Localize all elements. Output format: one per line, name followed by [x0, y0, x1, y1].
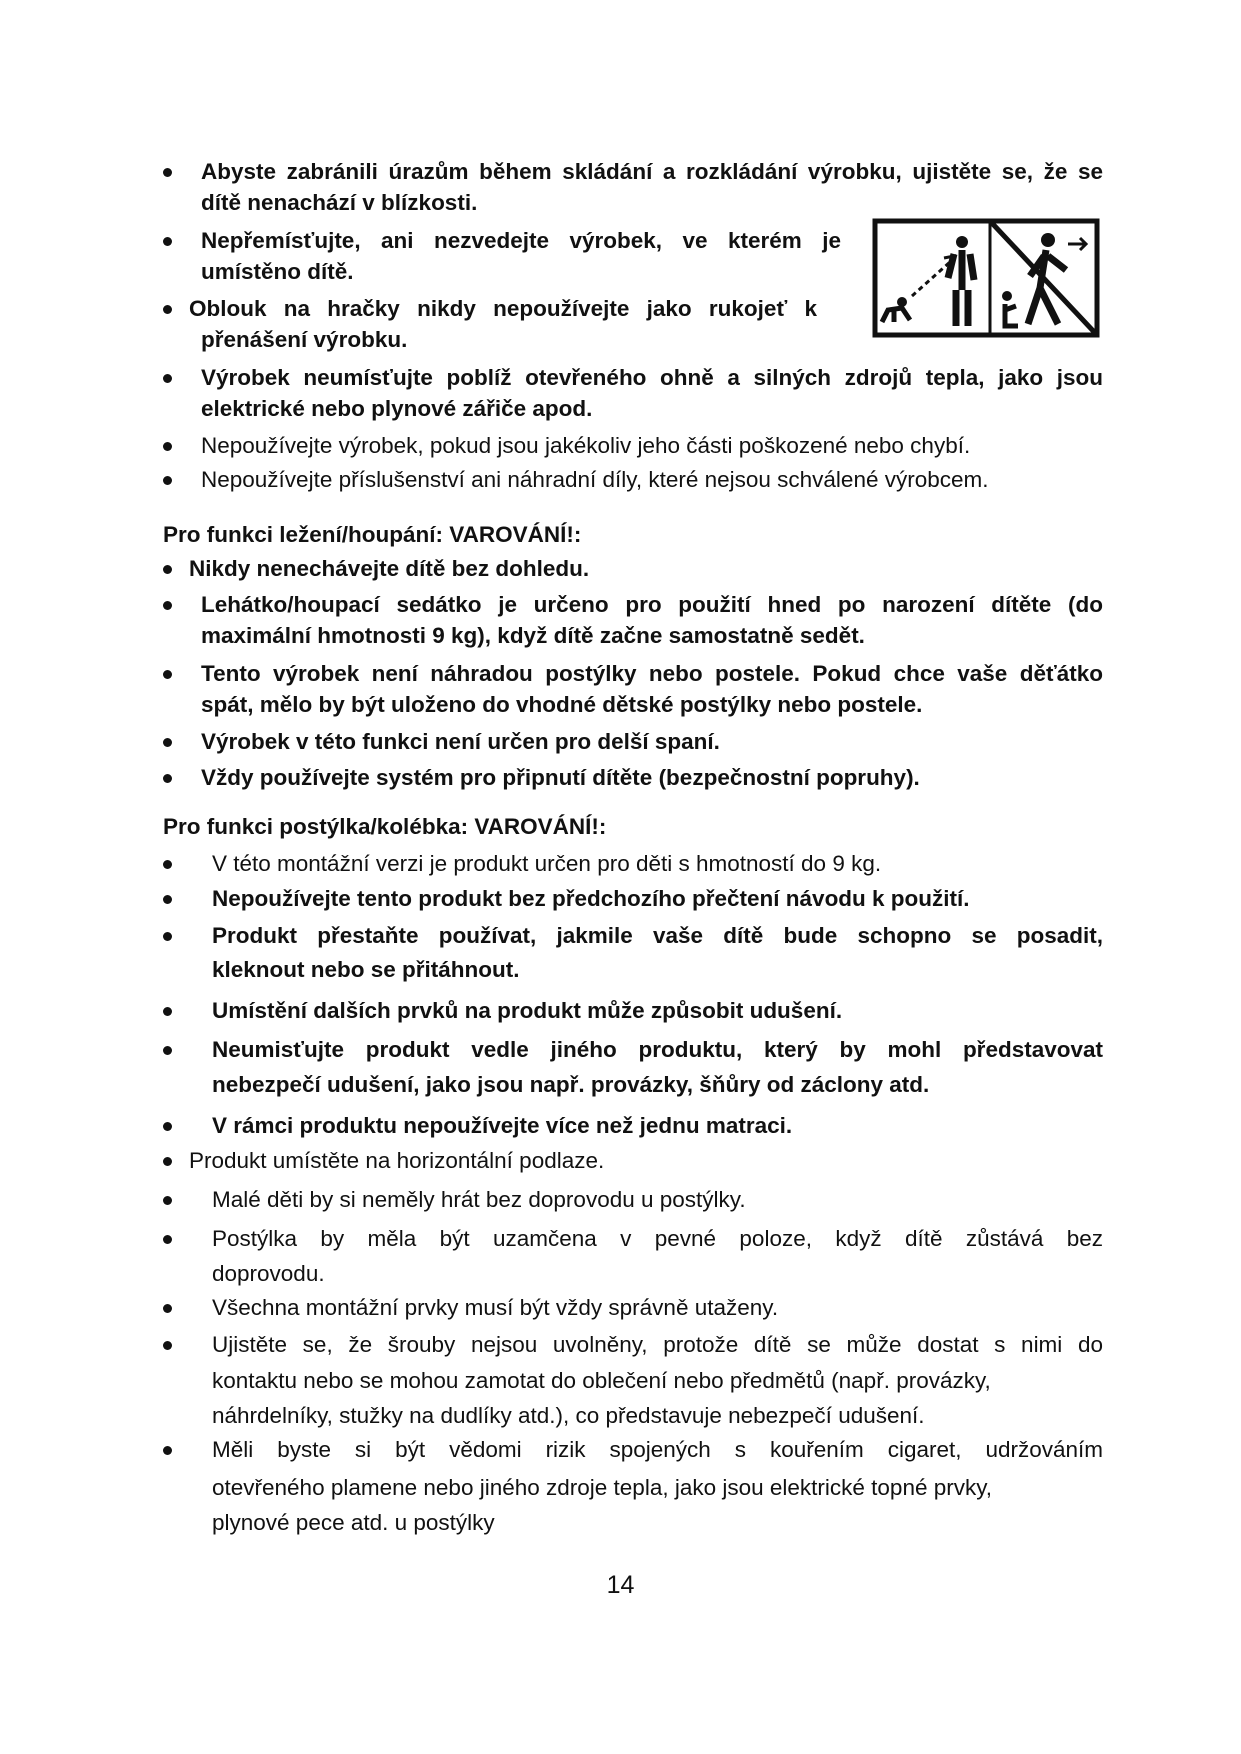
section-heading: Pro funkci ležení/houpání: VAROVÁNÍ!:	[163, 522, 582, 547]
list-item-line: Neumisťujte produkt vedle jiného produktu, který by mohl představovat	[212, 1037, 1103, 1062]
list-item-line: Nepřemísťujte, ani nezvedejte výrobek, ve kterém je	[201, 228, 841, 253]
bullet-icon	[163, 860, 172, 869]
list-item-line: Malé děti by si neměly hrát bez doprovodu u postýlky.	[212, 1187, 746, 1212]
list-item-line: Ujistěte se, že šrouby nejsou uvolněny, protože dítě se může dostat s nimi do	[212, 1332, 1103, 1357]
bullet-icon	[163, 895, 172, 904]
list-item-line: umístěno dítě.	[201, 259, 354, 284]
bullet-icon	[163, 305, 172, 314]
bullet-icon	[163, 476, 172, 485]
bullet-icon	[163, 1341, 172, 1350]
list-item-line: Vždy používejte systém pro připnutí dítěte (bezpečnostní popruhy).	[201, 765, 920, 790]
list-item-line: spát, mělo by být uloženo do vhodné dětské postýlky nebo postele.	[201, 692, 923, 717]
bullet-icon	[163, 237, 172, 246]
bullet-icon	[163, 1046, 172, 1055]
list-item-line: Produkt umístěte na horizontální podlaze.	[189, 1148, 605, 1173]
list-item-line: V rámci produktu nepoužívejte více než jednu matraci.	[212, 1113, 793, 1138]
list-item-line: dítě nenachází v blízkosti.	[201, 190, 478, 215]
list-item-line: Výrobek neumísťujte poblíž otevřeného ohně a silných zdrojů tepla, jako jsou	[201, 365, 1103, 390]
list-item-line: Všechna montážní prvky musí být vždy správně utaženy.	[212, 1295, 779, 1320]
list-item-line: Nepoužívejte tento produkt bez předchozího přečtení návodu k použití.	[212, 886, 970, 911]
list-item-line: Lehátko/houpací sedátko je určeno pro použití hned po narození dítěte (do	[201, 592, 1103, 617]
list-item-line: kontaktu nebo se mohou zamotat do oblečení nebo předmětů (např. provázky,	[212, 1368, 991, 1393]
list-item-line: Umístění dalších prvků na produkt může způsobit udušení.	[212, 998, 843, 1023]
list-item-line: kleknout nebo se přitáhnout.	[212, 957, 520, 982]
list-item-line: nebezpečí udušení, jako jsou např. provázky, šňůry od záclony atd.	[212, 1072, 930, 1097]
list-item-line: doprovodu.	[212, 1261, 325, 1286]
do-not-move-with-child-pictogram	[872, 218, 1100, 338]
bullet-icon	[163, 1235, 172, 1244]
list-item-line: Postýlka by měla být uzamčena v pevné poloze, když dítě zůstává bez	[212, 1226, 1103, 1251]
bullet-icon	[163, 1304, 172, 1313]
list-item-line: náhrdelníky, stužky na dudlíky atd.), co představuje nebezpečí udušení.	[212, 1403, 925, 1428]
bullet-icon	[163, 932, 172, 941]
list-item-line: Nepoužívejte příslušenství ani náhradní díly, které nejsou schválené výrobcem.	[201, 467, 989, 492]
list-item-line: Výrobek v této funkci není určen pro delší spaní.	[201, 729, 720, 754]
bullet-icon	[163, 670, 172, 679]
section-heading: Pro funkci postýlka/kolébka: VAROVÁNÍ!:	[163, 814, 607, 839]
bullet-icon	[163, 1007, 172, 1016]
bullet-icon	[163, 168, 172, 177]
list-item-line: Nikdy nenechávejte dítě bez dohledu.	[189, 556, 590, 581]
bullet-icon	[163, 738, 172, 747]
bullet-icon	[163, 1196, 172, 1205]
list-item-line: Tento výrobek není náhradou postýlky nebo postele. Pokud chce vaše děťátko	[201, 661, 1103, 686]
list-item-line: otevřeného plamene nebo jiného zdroje tepla, jako jsou elektrické topné prvky,	[212, 1475, 993, 1500]
bullet-icon	[163, 565, 172, 574]
list-item-line: V této montážní verzi je produkt určen pro děti s hmotností do 9 kg.	[212, 851, 882, 876]
list-item-line: Měli byste si být vědomi rizik spojených s kouřením cigaret, udržováním	[212, 1437, 1103, 1462]
list-item-line: Nepoužívejte výrobek, pokud jsou jakékoliv jeho části poškozené nebo chybí.	[201, 433, 971, 458]
page-number: 14	[606, 1571, 635, 1599]
bullet-icon	[163, 774, 172, 783]
bullet-icon	[163, 1446, 172, 1455]
bullet-icon	[163, 1157, 172, 1166]
list-item-line: přenášení výrobku.	[201, 327, 408, 352]
bullet-icon	[163, 1122, 172, 1131]
list-item-line: maximální hmotnosti 9 kg), když dítě začne samostatně sedět.	[201, 623, 865, 648]
list-item-line: Oblouk na hračky nikdy nepoužívejte jako rukojeť k	[189, 296, 817, 321]
list-item-line: Produkt přestaňte používat, jakmile vaše dítě bude schopno se posadit,	[212, 923, 1103, 948]
bullet-icon	[163, 601, 172, 610]
bullet-icon	[163, 442, 172, 451]
list-item-line: plynové pece atd. u postýlky	[212, 1510, 495, 1535]
bullet-icon	[163, 374, 172, 383]
list-item-line: elektrické nebo plynové zářiče apod.	[201, 396, 593, 421]
list-item-line: Abyste zabránili úrazům během skládání a rozkládání výrobku, ujistěte se, že se	[201, 159, 1103, 184]
